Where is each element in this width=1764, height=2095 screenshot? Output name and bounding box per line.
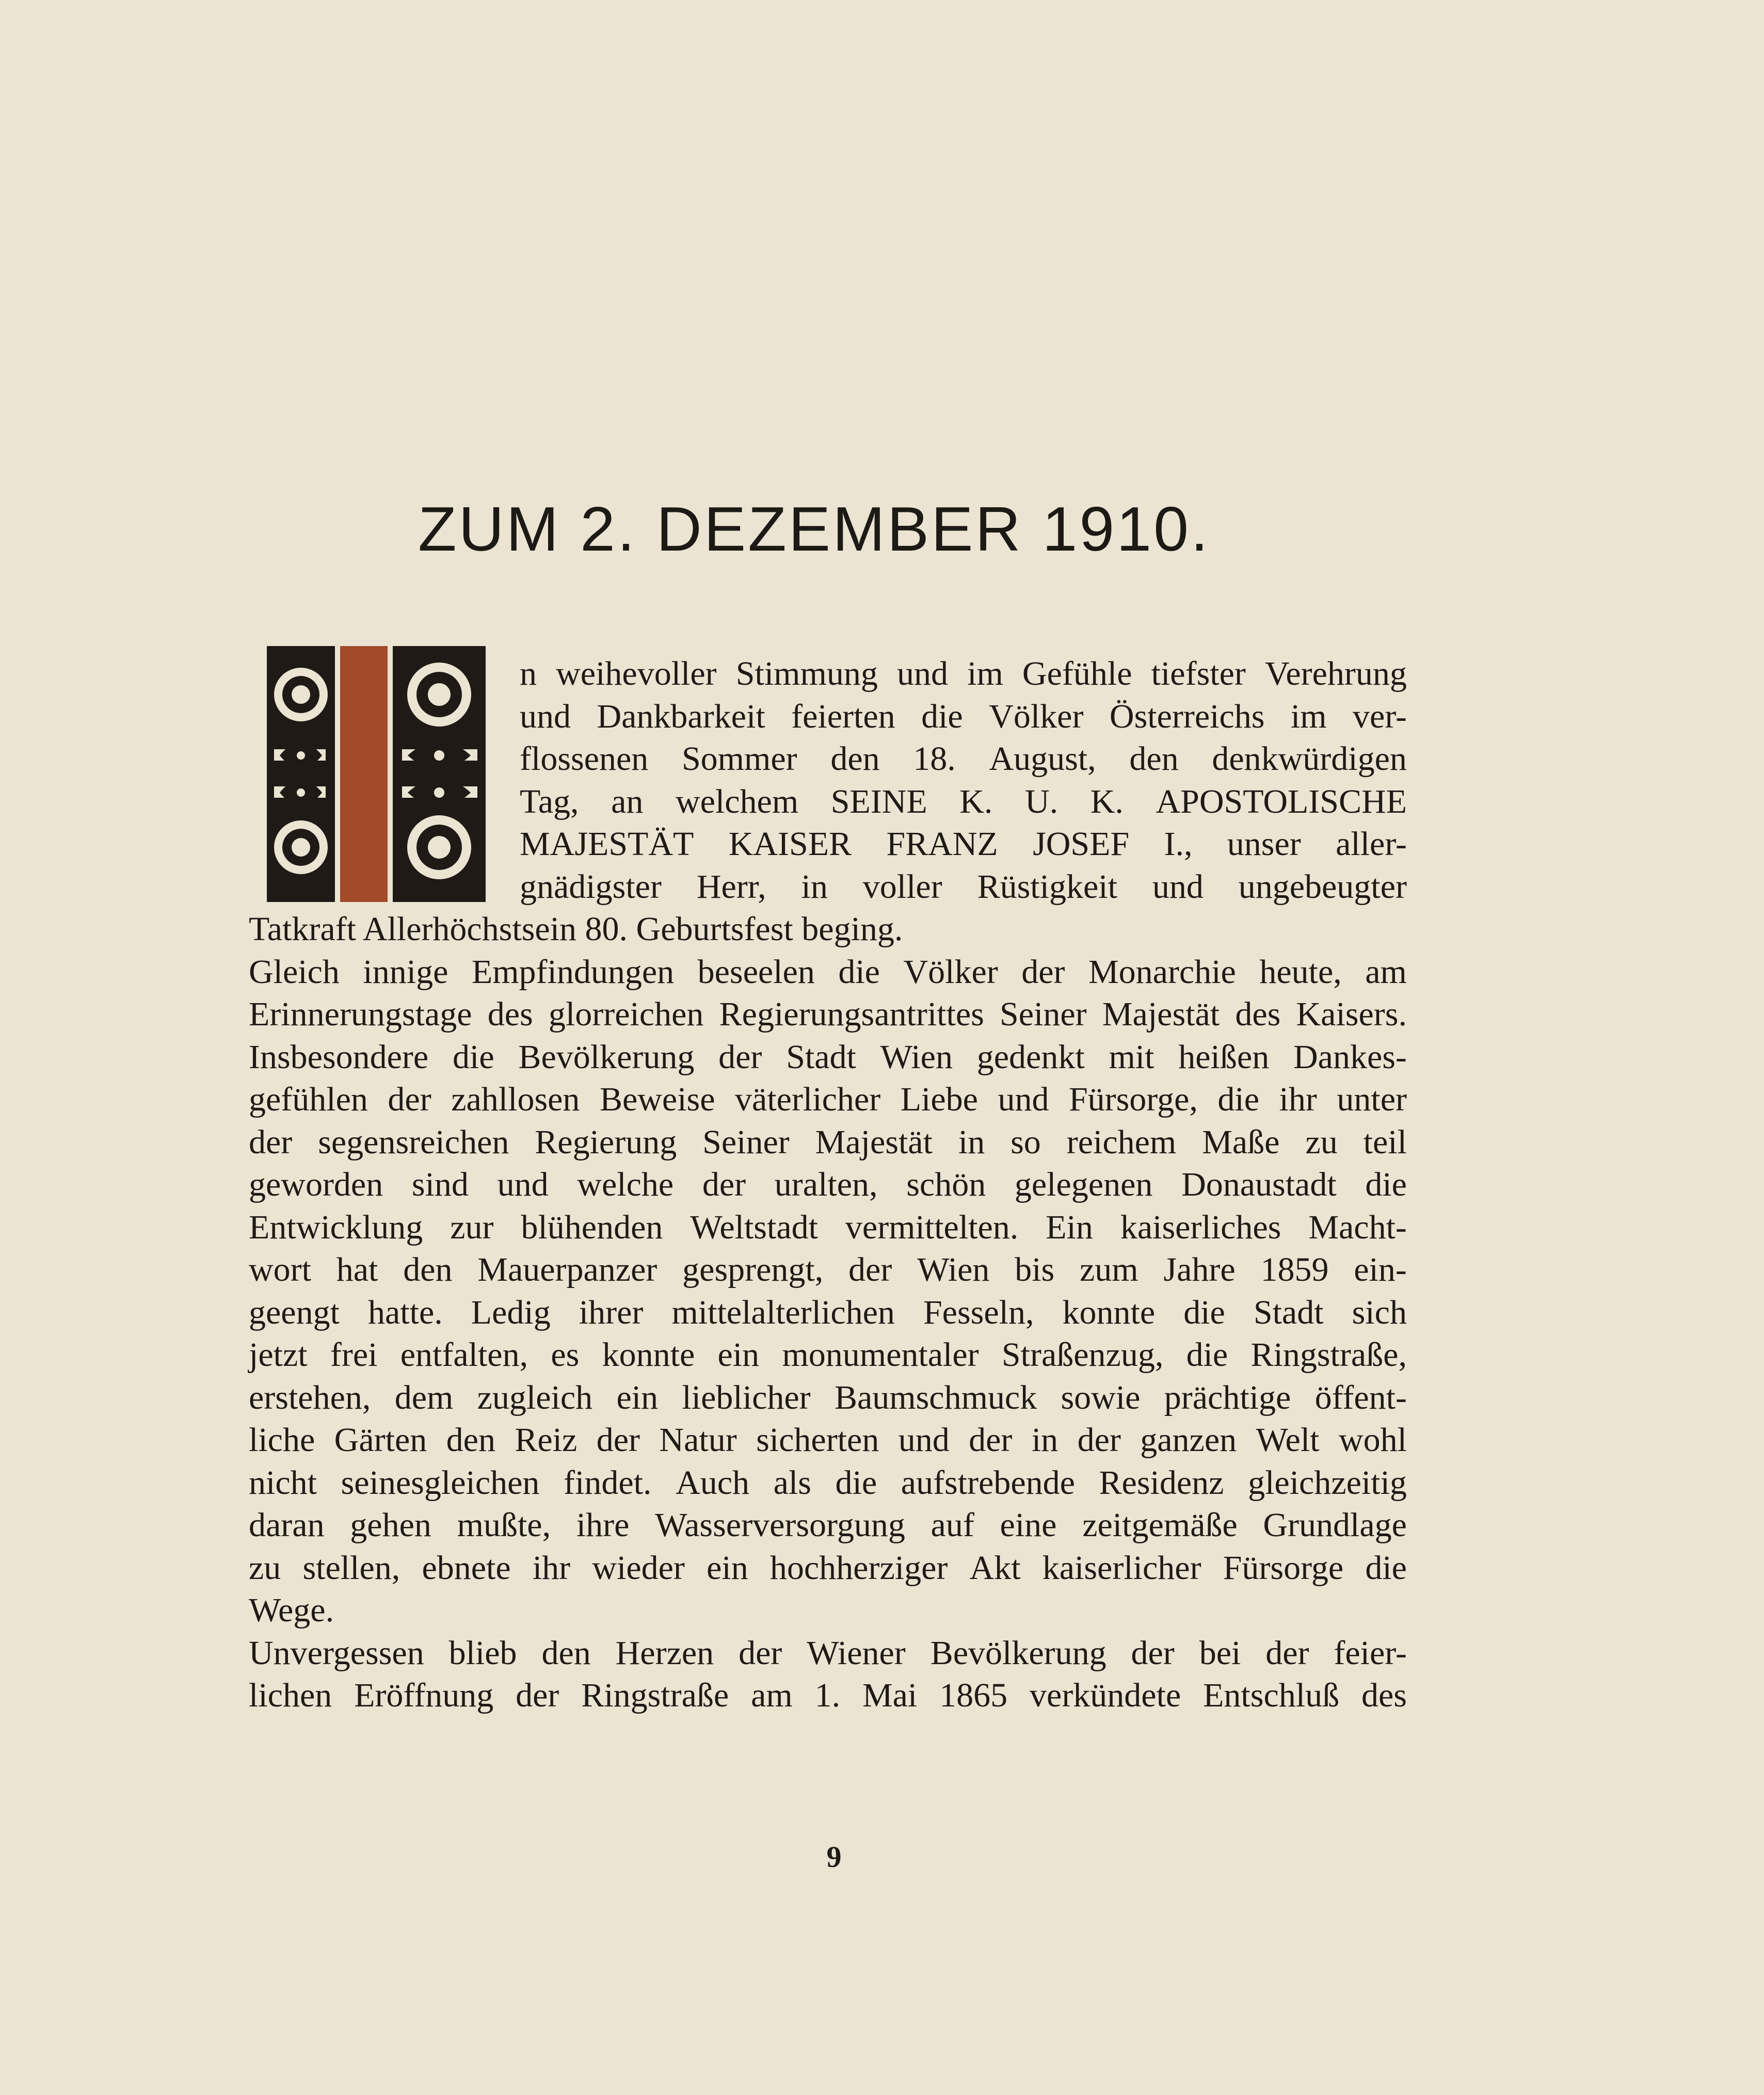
word: Unvergessen: [249, 1634, 424, 1672]
word: in: [958, 1123, 985, 1161]
word: und: [497, 1166, 549, 1203]
word: die: [1183, 1293, 1225, 1331]
word: den: [830, 740, 880, 778]
word: sowie: [1061, 1378, 1141, 1416]
word: Bevölkerung: [518, 1038, 695, 1076]
word: K.: [1090, 782, 1124, 820]
paragraph-line: [249, 1419, 1407, 1462]
word: Stadt: [1253, 1293, 1324, 1331]
word: der: [718, 1038, 762, 1076]
paragraph-line: [249, 1121, 1407, 1164]
word: ungebeugter: [1238, 867, 1407, 906]
word: heute,: [1259, 953, 1342, 991]
paragraph-line: [249, 1078, 1407, 1121]
word: ein: [717, 1336, 760, 1374]
word: der: [388, 1081, 431, 1118]
word: geworden: [249, 1166, 383, 1203]
word: Dankes-: [1293, 1038, 1407, 1076]
word: sicherten: [756, 1421, 879, 1459]
paragraph-line: Wege.: [249, 1591, 334, 1629]
word: die: [1365, 1166, 1407, 1203]
word: Wasserversorgung: [655, 1506, 905, 1544]
word: gleichzeitig: [1248, 1463, 1407, 1502]
paragraph-line: [520, 866, 1407, 909]
word: im: [967, 655, 1003, 692]
word: flossenen: [520, 740, 649, 778]
word: hat: [336, 1251, 378, 1288]
word: welchem: [675, 782, 799, 820]
word: der: [1131, 1634, 1175, 1672]
word: Majestät: [1102, 995, 1220, 1033]
word: der: [739, 1634, 782, 1672]
word: Entschluß: [1203, 1677, 1340, 1714]
word: der: [1265, 1634, 1309, 1672]
word: voller: [862, 867, 942, 906]
word: Stadt: [786, 1038, 856, 1076]
word: gelegenen: [1014, 1166, 1153, 1203]
word: und: [898, 1421, 950, 1459]
word: ihr: [1279, 1081, 1317, 1118]
word: konnte: [602, 1336, 695, 1374]
word: segensreichen: [318, 1123, 509, 1161]
word: Gleich: [249, 953, 340, 991]
word: die: [1365, 1549, 1407, 1587]
word: Reiz: [515, 1421, 578, 1459]
paragraph-line: [249, 1462, 1407, 1505]
word: Ledig: [471, 1293, 551, 1331]
word: SEINE: [830, 782, 927, 820]
word: der: [249, 1123, 293, 1161]
paragraph-line: [249, 1249, 1407, 1292]
word: eine: [1000, 1506, 1057, 1544]
word: nicht: [249, 1463, 317, 1502]
word: die: [453, 1038, 494, 1076]
word: den: [403, 1251, 453, 1288]
word: wieder: [592, 1549, 685, 1587]
word: I.,: [1164, 825, 1193, 863]
word: gehen: [350, 1506, 431, 1544]
word: den: [541, 1634, 591, 1672]
word: daran: [249, 1506, 325, 1544]
word: Liebe: [900, 1081, 978, 1118]
word: Dankbarkeit: [597, 697, 765, 735]
word: feier-: [1334, 1634, 1407, 1672]
word: unser: [1227, 825, 1301, 863]
word: Völker: [989, 697, 1084, 735]
word: verkündete: [1030, 1677, 1181, 1714]
word: heißen: [1178, 1038, 1270, 1076]
word: Akt: [969, 1549, 1021, 1587]
word: mit: [1109, 1038, 1154, 1076]
word: aufstrebende: [901, 1463, 1075, 1502]
word: welche: [577, 1166, 674, 1203]
word: Wiener: [807, 1634, 906, 1672]
paragraph-line: [249, 993, 1407, 1036]
word: blieb: [448, 1634, 517, 1672]
word: am: [751, 1677, 793, 1714]
word: Weltstadt: [690, 1208, 818, 1246]
word: der: [596, 1421, 640, 1459]
word: Straßenzug,: [1001, 1336, 1164, 1374]
word: und: [1152, 867, 1204, 906]
word: ein: [707, 1549, 748, 1587]
word: Mauerpanzer: [477, 1251, 658, 1288]
word: zu: [1305, 1123, 1338, 1161]
word: Residenz: [1099, 1463, 1224, 1502]
word: ihr: [532, 1549, 571, 1587]
word: an: [611, 782, 644, 820]
word: und: [896, 655, 948, 692]
word: Herzen: [615, 1634, 714, 1672]
word: Herr,: [696, 867, 766, 906]
word: bis: [1015, 1251, 1055, 1288]
paragraph-line: [249, 951, 1407, 994]
word: 1865: [939, 1677, 1008, 1714]
word: den: [1129, 740, 1179, 778]
paragraph-line: Tatkraft Allerhöchstsein 80. Geburtsfest beging.: [249, 910, 903, 948]
word: ein-: [1354, 1251, 1407, 1288]
word: mußte,: [457, 1506, 551, 1544]
word: Macht-: [1308, 1208, 1407, 1246]
word: Ringstraße,: [1250, 1336, 1407, 1374]
page-title: ZUM 2. DEZEMBER 1910.: [418, 494, 1210, 564]
word: es: [551, 1336, 580, 1374]
paragraph-line: [249, 1632, 1407, 1675]
word: K.: [959, 782, 993, 820]
word: der: [1021, 953, 1065, 991]
word: Wien: [880, 1038, 953, 1076]
word: Insbesondere: [249, 1038, 429, 1076]
word: Tag,: [520, 782, 579, 820]
word: zugleich: [477, 1378, 593, 1416]
word: ganzen: [1140, 1421, 1237, 1459]
word: denkwürdigen: [1212, 740, 1407, 778]
word: kaiserlicher: [1042, 1549, 1201, 1587]
word: auf: [931, 1506, 974, 1544]
word: wort: [249, 1251, 311, 1288]
word: öffent-: [1314, 1378, 1407, 1416]
paragraph-line: [520, 781, 1407, 824]
word: aller-: [1336, 825, 1407, 863]
word: uralten,: [774, 1166, 878, 1203]
word: weihevoller: [556, 655, 717, 692]
word: seinesgleichen: [341, 1463, 540, 1502]
word: und: [998, 1081, 1049, 1118]
word: in: [1031, 1421, 1059, 1459]
word: APOSTOLISCHE: [1156, 782, 1407, 820]
word: die: [835, 1463, 877, 1502]
paragraph-line: [249, 1504, 1407, 1547]
word: August,: [989, 740, 1096, 778]
word: Fürsorge: [1223, 1549, 1344, 1587]
word: Gefühle: [1022, 655, 1132, 692]
paragraph-line: [249, 1334, 1407, 1377]
word: n: [520, 655, 537, 692]
word: Welt: [1256, 1421, 1320, 1459]
word: väterlicher: [735, 1081, 881, 1118]
word: die: [1217, 1081, 1260, 1118]
word: Regierung: [535, 1123, 677, 1161]
paragraph-line: [520, 653, 1407, 696]
word: geengt: [249, 1293, 340, 1331]
word: jetzt: [249, 1336, 308, 1374]
paragraph-line: [249, 1164, 1407, 1206]
word: zeitgemäße: [1082, 1506, 1238, 1544]
word: Ringstraße: [581, 1677, 729, 1714]
word: zahllosen: [451, 1081, 580, 1118]
word: bei: [1199, 1634, 1241, 1672]
word: Baumschmuck: [834, 1378, 1037, 1416]
word: Fürsorge,: [1068, 1081, 1198, 1118]
word: ein: [616, 1378, 659, 1416]
word: Eröffnung: [354, 1677, 494, 1714]
word: hochherziger: [769, 1549, 948, 1587]
word: und: [520, 697, 571, 735]
word: beseelen: [697, 953, 815, 991]
word: die: [921, 697, 963, 735]
word: des: [1361, 1677, 1407, 1714]
article-text: [249, 653, 1407, 1717]
paragraph-line: [249, 1036, 1407, 1079]
word: schön: [906, 1166, 986, 1203]
word: KAISER: [728, 825, 852, 863]
word: Mai: [862, 1677, 918, 1714]
word: Seiner: [1000, 995, 1087, 1033]
word: dem: [394, 1378, 454, 1416]
word: monumentaler: [782, 1336, 979, 1374]
word: 1859: [1260, 1251, 1329, 1288]
word: als: [773, 1463, 811, 1502]
word: Entwicklung: [249, 1208, 423, 1246]
word: 1.: [814, 1677, 841, 1714]
word: FRANZ: [886, 825, 998, 863]
word: der: [848, 1251, 892, 1288]
word: lichen: [249, 1677, 332, 1714]
word: Sommer: [681, 740, 797, 778]
word: gefühlen: [249, 1081, 368, 1118]
paragraph-line: [520, 823, 1407, 866]
word: wohl: [1338, 1421, 1407, 1459]
word: findet.: [564, 1463, 652, 1502]
word: zum: [1080, 1251, 1138, 1288]
word: frei: [330, 1336, 378, 1374]
word: MAJESTÄT: [520, 825, 694, 863]
word: konnte: [1062, 1293, 1156, 1331]
word: der: [516, 1677, 559, 1714]
word: gesprengt,: [682, 1251, 824, 1288]
word: unter: [1337, 1081, 1407, 1118]
word: lieblicher: [682, 1378, 811, 1416]
word: Jahre: [1163, 1251, 1236, 1288]
word: reichem: [1066, 1123, 1177, 1161]
paragraph-line: [520, 738, 1407, 781]
word: Gärten: [334, 1421, 427, 1459]
word: mittelalterlichen: [671, 1293, 895, 1331]
word: Grundlage: [1263, 1506, 1407, 1544]
word: der: [1077, 1421, 1121, 1459]
word: am: [1365, 953, 1407, 991]
word: der: [969, 1421, 1013, 1459]
word: 18.: [913, 740, 956, 778]
paragraph-line: [249, 1547, 1407, 1590]
word: kaiserliches: [1120, 1208, 1281, 1246]
paragraph-line: [249, 1674, 1407, 1717]
word: der: [702, 1166, 746, 1203]
word: Majestät: [815, 1123, 933, 1161]
word: Völker: [903, 953, 998, 991]
word: Kaisers.: [1296, 995, 1407, 1033]
word: ihrer: [579, 1293, 644, 1331]
word: in: [801, 867, 828, 906]
word: Empfindungen: [471, 953, 675, 991]
word: des: [487, 995, 533, 1033]
word: zu: [249, 1549, 281, 1587]
word: Regierungsantrittes: [719, 995, 984, 1033]
word: innige: [363, 953, 448, 991]
word: Monarchie: [1088, 953, 1236, 991]
word: ver-: [1353, 697, 1407, 735]
word: Seiner: [702, 1123, 790, 1161]
word: tiefster: [1151, 655, 1246, 692]
word: sind: [411, 1166, 469, 1203]
word: blühenden: [521, 1208, 663, 1246]
word: glorreichen: [548, 995, 704, 1033]
paragraph-line: [520, 696, 1407, 738]
word: Bevölkerung: [930, 1634, 1106, 1672]
word: Fesseln,: [923, 1293, 1034, 1331]
word: Rüstigkeit: [977, 867, 1117, 906]
word: prächtige: [1164, 1378, 1291, 1416]
word: teil: [1363, 1123, 1407, 1161]
word: zur: [450, 1208, 494, 1246]
word: U.: [1025, 782, 1059, 820]
word: Natur: [659, 1421, 737, 1459]
word: ihre: [576, 1506, 630, 1544]
word: so: [1011, 1123, 1041, 1161]
paragraph-line: [249, 1292, 1407, 1334]
word: liche: [249, 1421, 315, 1459]
page-number: 9: [826, 1840, 842, 1874]
word: Beweise: [599, 1081, 715, 1118]
word: des: [1235, 995, 1281, 1033]
word: im: [1290, 697, 1327, 735]
word: JOSEF: [1033, 825, 1130, 863]
word: ebnete: [422, 1549, 511, 1587]
word: die: [1186, 1336, 1228, 1374]
paragraph-line: [249, 1377, 1407, 1420]
word: entfalten,: [400, 1336, 528, 1374]
word: Ein: [1046, 1208, 1093, 1246]
word: Wien: [917, 1251, 990, 1288]
word: Verehrung: [1265, 655, 1407, 692]
word: gnädigster: [520, 867, 662, 906]
word: die: [838, 953, 880, 991]
word: feierten: [791, 697, 895, 735]
word: Auch: [676, 1463, 750, 1502]
word: stellen,: [302, 1549, 400, 1587]
word: Stimmung: [735, 655, 878, 692]
word: Maße: [1202, 1123, 1280, 1161]
word: sich: [1352, 1293, 1407, 1331]
word: erstehen,: [249, 1378, 371, 1416]
word: vermittelten.: [845, 1208, 1019, 1246]
word: den: [446, 1421, 495, 1459]
word: Erinnerungstage: [249, 995, 472, 1033]
word: Österreichs: [1109, 697, 1265, 735]
word: hatte.: [367, 1293, 443, 1331]
paragraph-line: [249, 1206, 1407, 1249]
word: gedenkt: [976, 1038, 1085, 1076]
word: Donaustadt: [1181, 1166, 1337, 1203]
